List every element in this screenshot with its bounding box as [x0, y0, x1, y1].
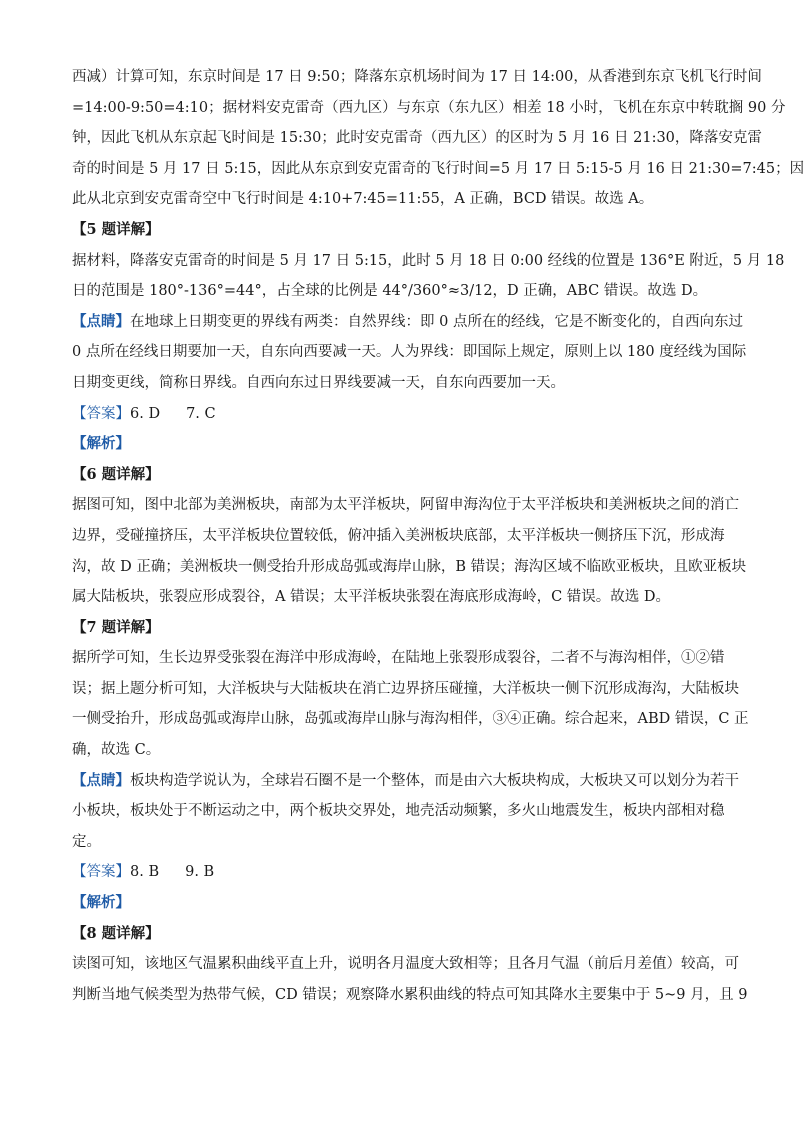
tip-text: 在地球上日期变更的界线有两类：自然界线：即 0 点所在的经线，它是不断变化的，自西向东过 [130, 313, 743, 330]
text-line: 据材料，降落安克雷奇的时间是 5 月 17 日 5:15，此时 5 月 18 日 0:00 经线的位置是 136°E 附近，5 月 18 [72, 252, 785, 269]
tip-line [72, 307, 743, 338]
section-heading-q8: 【8 题详解】 [72, 924, 160, 942]
text-line: 误；据上题分析可知，大洋板块与大陆板块在消亡边界挤压碰撞，大洋板块一侧下沉形成海沟，大陆板块 [72, 680, 739, 697]
text-line: 定。 [72, 833, 101, 850]
text-line: 据图可知，图中北部为美洲板块，南部为太平洋板块，阿留申海沟位于太平洋板块和美洲板块之间的消亡 [72, 497, 739, 514]
answer-value: 8. B [130, 864, 160, 881]
answer-value: 7. C [186, 405, 216, 422]
section-heading-q6: 【6 题详解】 [72, 465, 160, 483]
text-line: 0 点所在经线日期要加一天，自东向西要减一天。人为界线：即国际上规定，原则上以 180 度经线为国际 [72, 344, 747, 361]
text-line: =14:00-9:50=4:10；据材料安克雷奇（西九区）与东京（东九区）相差 18 小时，飞机在东京中转耽搁 90 分 [72, 99, 786, 116]
document-body [72, 62, 804, 1010]
text-line: 此从北京到安克雷奇空中飞行时间是 4:10+7:45=11:55，A 正确，BCD 错误。故选 A。 [72, 191, 654, 208]
section-heading-q5: 【5 题详解】 [72, 220, 160, 238]
tip-tag: 【点睛】 [72, 771, 130, 789]
analysis-label: 【解析】 [72, 894, 130, 912]
text-line: 读图可知，该地区气温累积曲线平直上升，说明各月温度大致相等；且各月气温（前后月差值）较高，可 [72, 956, 739, 973]
tip-line [72, 766, 739, 797]
text-line: 据所学可知，生长边界受张裂在海洋中形成海岭，在陆地上张裂形成裂谷，二者不与海沟相伴，①②错 [72, 650, 725, 667]
text-line: 边界，受碰撞挤压，太平洋板块位置较低，俯冲插入美洲板块底部，太平洋板块一侧挤压下沉，形成海 [72, 527, 725, 544]
text-line: 沟，故 D 正确；美洲板块一侧受抬升形成岛弧或海岸山脉，B 错误；海沟区域不临欧亚板块，且欧亚板块 [72, 558, 747, 575]
text-line: 日的范围是 180°-136°=44°，占全球的比例是 44°/360°≈3/12，D 正确，ABC 错误。故选 D。 [72, 283, 708, 300]
answer-line [72, 857, 724, 888]
text-line: 一侧受抬升，形成岛弧或海岸山脉，岛弧或海岸山脉与海沟相伴，③④正确。综合起来，ABD 错误，C 正 [72, 711, 749, 728]
text-line: 钟，因此飞机从东京起飞时间是 15:30；此时安克雷奇（西九区）的区时为 5 月 16 日 21:30，降落安克雷 [72, 130, 762, 147]
analysis-label: 【解析】 [72, 435, 130, 453]
answer-line [72, 399, 724, 430]
section-heading-q7: 【7 题详解】 [72, 618, 160, 636]
text-line: 属大陆板块，张裂应形成裂谷，A 错误；太平洋板块张裂在海底形成海岭，C 错误。故选 D。 [72, 589, 671, 606]
answer-value: 9. B [185, 864, 215, 881]
tip-tag: 【点睛】 [72, 312, 130, 330]
tip-text: 板块构造学说认为，全球岩石圈不是一个整体，而是由六大板块构成，大板块又可以划分为若干 [130, 772, 739, 789]
text-line: 日期变更线，简称日界线。自西向东过日界线要减一天，自东向西要加一天。 [72, 374, 565, 391]
text-line: 判断当地气候类型为热带气候，CD 错误；观察降水累积曲线的特点可知其降水主要集中于 5~9 月，且 9 [72, 986, 748, 1003]
text-line: 奇的时间是 5 月 17 日 5:15，因此从东京到安克雷奇的飞行时间=5 月 17 日 5:15-5 月 16 日 21:30=7:45；因 [72, 160, 804, 177]
answer-tag: 【答案】 [72, 405, 130, 422]
answer-value: 6. D [130, 405, 161, 422]
text-line: 确，故选 C。 [72, 742, 161, 759]
text-line: 西减）计算可知，东京时间是 17 日 9:50；降落东京机场时间为 17 日 14:00，从香港到东京飞机飞行时间 [72, 69, 762, 85]
answer-tag: 【答案】 [72, 864, 130, 881]
text-line: 小板块，板块处于不断运动之中，两个板块交界处，地壳活动频繁，多火山地震发生，板块内部相对稳 [72, 803, 725, 820]
